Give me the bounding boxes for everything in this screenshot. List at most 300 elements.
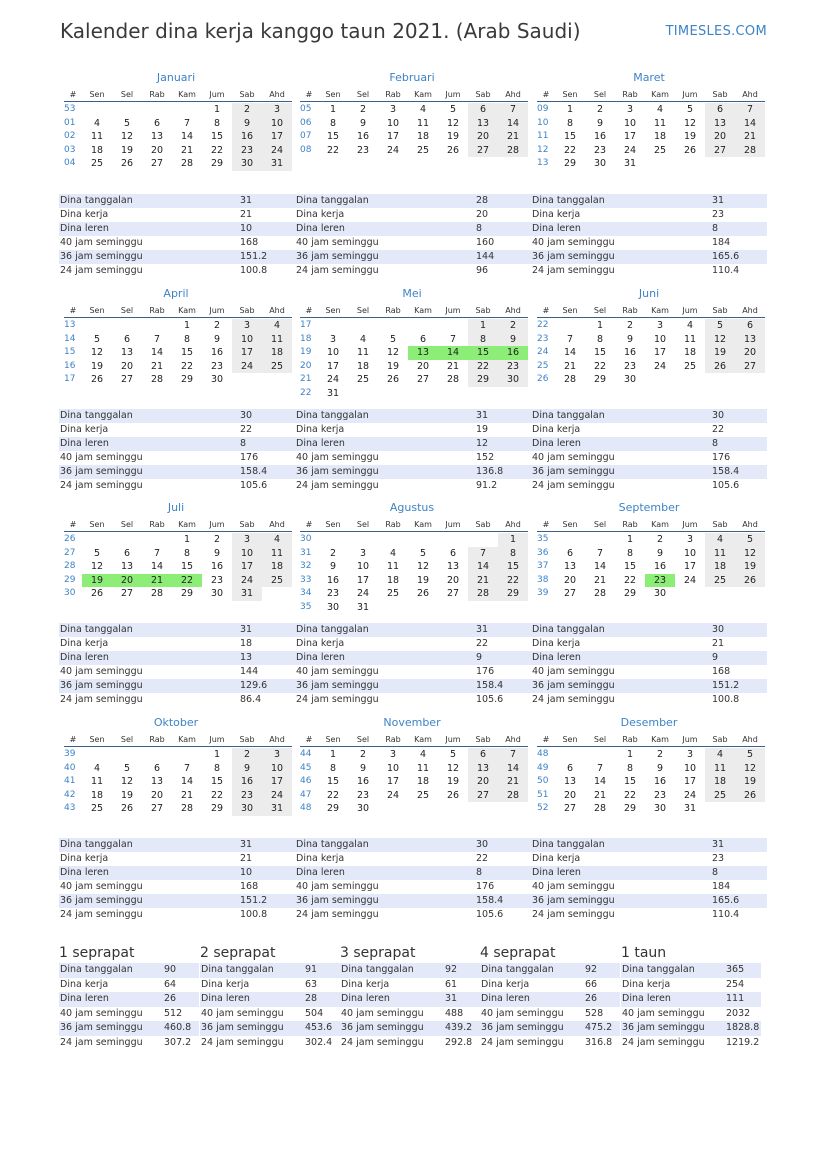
day-cell[interactable]: 12	[705, 333, 735, 347]
day-cell[interactable]: 12	[735, 762, 765, 776]
day-cell[interactable]: 21	[142, 574, 172, 588]
day-cell[interactable]: 12	[90, 347, 104, 358]
day-cell[interactable]: 24	[683, 789, 697, 801]
day-cell[interactable]: 28	[446, 374, 460, 385]
day-cell[interactable]: 30	[653, 803, 667, 814]
day-cell[interactable]: 9	[359, 117, 367, 129]
day-cell[interactable]: 15	[326, 776, 340, 787]
day-cell[interactable]: 31	[356, 601, 370, 613]
day-cell[interactable]: 7	[735, 103, 765, 117]
day-cell[interactable]: 9	[329, 561, 337, 572]
day-cell[interactable]: 14	[593, 776, 607, 787]
day-cell[interactable]: 2	[656, 534, 664, 545]
day-cell[interactable]: 1	[183, 534, 191, 545]
day-cell[interactable]: 9	[213, 547, 221, 559]
day-cell[interactable]: 7	[449, 333, 457, 345]
day-cell[interactable]: 29	[563, 158, 577, 169]
day-cell[interactable]: 8	[213, 762, 221, 774]
day-cell[interactable]: 1	[626, 534, 634, 545]
day-cell[interactable]: 4	[419, 749, 427, 760]
day-cell[interactable]: 13	[120, 347, 134, 358]
day-cell[interactable]: 2	[359, 104, 367, 115]
day-cell[interactable]: 23	[326, 588, 340, 599]
day-cell[interactable]: 7	[498, 103, 528, 117]
day-cell[interactable]: 21	[498, 775, 528, 789]
day-cell[interactable]: 31	[623, 158, 637, 169]
day-cell[interactable]: 21	[468, 574, 498, 588]
day-cell[interactable]: 4	[93, 762, 101, 774]
day-cell[interactable]: 1	[183, 320, 191, 331]
day-cell[interactable]: 25	[416, 789, 430, 801]
day-cell[interactable]: 17	[232, 560, 262, 574]
day-cell[interactable]: 26	[90, 588, 104, 599]
day-cell[interactable]: 18	[416, 131, 430, 142]
day-cell[interactable]: 22	[623, 574, 637, 586]
day-cell[interactable]: 15	[210, 131, 224, 142]
day-cell[interactable]: 18	[262, 560, 292, 574]
day-cell[interactable]: 4	[93, 117, 101, 129]
day-cell[interactable]: 21	[180, 144, 194, 156]
day-cell[interactable]: 10	[623, 117, 637, 129]
day-cell[interactable]: 24	[386, 144, 400, 156]
day-cell[interactable]: 10	[326, 347, 340, 358]
day-cell[interactable]: 7	[566, 333, 574, 345]
day-cell[interactable]: 17	[683, 776, 697, 787]
day-cell[interactable]: 19	[705, 346, 735, 360]
day-cell[interactable]: 22	[593, 360, 607, 372]
day-cell[interactable]: 29	[623, 588, 637, 599]
day-cell[interactable]: 5	[735, 748, 765, 762]
day-cell[interactable]: 28	[735, 144, 765, 158]
day-cell[interactable]: 19	[82, 574, 112, 588]
day-cell[interactable]: 3	[359, 547, 367, 559]
day-cell[interactable]: 31	[262, 157, 292, 171]
day-cell[interactable]: 4	[262, 533, 292, 547]
day-cell[interactable]: 18	[653, 131, 667, 142]
day-cell[interactable]: 13	[408, 346, 438, 360]
day-cell[interactable]: 17	[386, 776, 400, 787]
day-cell[interactable]: 2	[656, 749, 664, 760]
day-cell[interactable]: 3	[686, 749, 694, 760]
day-cell[interactable]: 24	[356, 588, 370, 599]
day-cell[interactable]: 16	[356, 131, 370, 142]
day-cell[interactable]: 14	[180, 131, 194, 142]
day-cell[interactable]: 11	[262, 547, 292, 561]
day-cell[interactable]: 18	[90, 144, 104, 156]
day-cell[interactable]: 18	[90, 789, 104, 801]
day-cell[interactable]: 28	[563, 374, 577, 385]
day-cell[interactable]: 13	[735, 333, 765, 347]
day-cell[interactable]: 11	[416, 117, 430, 129]
day-cell[interactable]: 2	[626, 320, 634, 331]
day-cell[interactable]: 4	[656, 104, 664, 115]
day-cell[interactable]: 31	[683, 803, 697, 814]
day-cell[interactable]: 11	[90, 776, 104, 787]
day-cell[interactable]: 30	[210, 588, 224, 599]
day-cell[interactable]: 16	[653, 561, 667, 572]
day-cell[interactable]: 2	[498, 319, 528, 333]
day-cell[interactable]: 23	[210, 360, 224, 372]
day-cell[interactable]: 22	[326, 789, 340, 801]
day-cell[interactable]: 13	[468, 117, 498, 131]
day-cell[interactable]: 29	[593, 374, 607, 385]
day-cell[interactable]: 23	[653, 789, 667, 801]
day-cell[interactable]: 16	[593, 131, 607, 142]
day-cell[interactable]: 27	[120, 374, 134, 385]
day-cell[interactable]: 19	[735, 775, 765, 789]
day-cell[interactable]: 1	[329, 749, 337, 760]
day-cell[interactable]: 22	[172, 574, 202, 588]
day-cell[interactable]: 2	[359, 749, 367, 760]
day-cell[interactable]: 17	[232, 346, 262, 360]
day-cell[interactable]: 19	[120, 144, 134, 156]
day-cell[interactable]: 26	[735, 574, 765, 588]
day-cell[interactable]: 20	[563, 574, 577, 586]
day-cell[interactable]: 25	[705, 574, 735, 588]
day-cell[interactable]: 13	[120, 561, 134, 572]
day-cell[interactable]: 25	[683, 360, 697, 372]
day-cell[interactable]: 18	[262, 346, 292, 360]
day-cell[interactable]: 17	[356, 574, 370, 586]
day-cell[interactable]: 8	[596, 333, 604, 345]
day-cell[interactable]: 26	[705, 360, 735, 374]
day-cell[interactable]: 6	[153, 762, 161, 774]
day-cell[interactable]: 21	[498, 130, 528, 144]
day-cell[interactable]: 23	[498, 360, 528, 374]
day-cell[interactable]: 14	[180, 776, 194, 787]
day-cell[interactable]: 27	[150, 803, 164, 814]
day-cell[interactable]: 13	[705, 117, 735, 131]
day-cell[interactable]: 15	[623, 561, 637, 572]
day-cell[interactable]: 8	[626, 547, 634, 559]
day-cell[interactable]: 6	[449, 547, 457, 559]
day-cell[interactable]: 1	[329, 104, 337, 115]
day-cell[interactable]: 17	[683, 561, 697, 572]
day-cell[interactable]: 28	[150, 374, 164, 385]
day-cell[interactable]: 26	[446, 789, 460, 801]
day-cell[interactable]: 28	[180, 158, 194, 169]
day-cell[interactable]: 11	[653, 117, 667, 129]
day-cell[interactable]: 12	[120, 131, 134, 142]
day-cell[interactable]: 17	[262, 775, 292, 789]
day-cell[interactable]: 3	[262, 748, 292, 762]
day-cell[interactable]: 18	[416, 776, 430, 787]
day-cell[interactable]: 1	[566, 104, 574, 115]
day-cell[interactable]: 27	[563, 588, 577, 599]
day-cell[interactable]: 21	[593, 789, 607, 801]
brand-link[interactable]: TIMESLES.COM	[665, 24, 767, 39]
day-cell[interactable]: 25	[90, 803, 104, 814]
day-cell[interactable]: 30	[232, 157, 262, 171]
day-cell[interactable]: 15	[498, 560, 528, 574]
day-cell[interactable]: 5	[93, 333, 101, 345]
day-cell[interactable]: 12	[416, 561, 430, 572]
day-cell[interactable]: 6	[705, 103, 735, 117]
day-cell[interactable]: 5	[449, 104, 457, 115]
day-cell[interactable]: 22	[468, 360, 498, 374]
day-cell[interactable]: 4	[705, 533, 735, 547]
day-cell[interactable]: 13	[563, 776, 577, 787]
day-cell[interactable]: 2	[232, 103, 262, 117]
day-cell[interactable]: 30	[326, 601, 340, 613]
day-cell[interactable]: 23	[356, 789, 370, 801]
day-cell[interactable]: 16	[498, 346, 528, 360]
day-cell[interactable]: 23	[232, 789, 262, 803]
day-cell[interactable]: 16	[356, 776, 370, 787]
day-cell[interactable]: 6	[123, 333, 131, 345]
day-cell[interactable]: 9	[626, 333, 634, 345]
day-cell[interactable]: 13	[563, 561, 577, 572]
day-cell[interactable]: 29	[326, 803, 340, 814]
day-cell[interactable]: 27	[705, 144, 735, 158]
day-cell[interactable]: 17	[623, 131, 637, 142]
day-cell[interactable]: 10	[683, 762, 697, 774]
day-cell[interactable]: 8	[468, 333, 498, 347]
day-cell[interactable]: 28	[468, 587, 498, 601]
day-cell[interactable]: 7	[596, 547, 604, 559]
day-cell[interactable]: 12	[446, 117, 460, 129]
day-cell[interactable]: 17	[262, 130, 292, 144]
day-cell[interactable]: 30	[623, 374, 637, 385]
day-cell[interactable]: 10	[683, 547, 697, 559]
day-cell[interactable]: 29	[468, 373, 498, 387]
day-cell[interactable]: 11	[90, 131, 104, 142]
day-cell[interactable]: 7	[153, 547, 161, 559]
day-cell[interactable]: 7	[153, 333, 161, 345]
day-cell[interactable]: 7	[183, 117, 191, 129]
day-cell[interactable]: 2	[213, 320, 221, 331]
day-cell[interactable]: 4	[419, 104, 427, 115]
day-cell[interactable]: 5	[449, 749, 457, 760]
day-cell[interactable]: 2	[329, 547, 337, 559]
day-cell[interactable]: 15	[593, 347, 607, 358]
day-cell[interactable]: 15	[180, 561, 194, 572]
day-cell[interactable]: 24	[232, 574, 262, 588]
day-cell[interactable]: 6	[419, 333, 427, 345]
day-cell[interactable]: 2	[596, 104, 604, 115]
day-cell[interactable]: 19	[683, 131, 697, 142]
day-cell[interactable]: 27	[563, 803, 577, 814]
day-cell[interactable]: 4	[359, 333, 367, 345]
day-cell[interactable]: 10	[386, 117, 400, 129]
day-cell[interactable]: 1	[498, 533, 528, 547]
day-cell[interactable]: 3	[686, 534, 694, 545]
day-cell[interactable]: 29	[210, 803, 224, 814]
day-cell[interactable]: 30	[653, 588, 667, 599]
day-cell[interactable]: 24	[262, 144, 292, 158]
day-cell[interactable]: 27	[120, 588, 134, 599]
day-cell[interactable]: 26	[120, 803, 134, 814]
day-cell[interactable]: 15	[563, 131, 577, 142]
day-cell[interactable]: 15	[210, 776, 224, 787]
day-cell[interactable]: 3	[389, 749, 397, 760]
day-cell[interactable]: 3	[389, 104, 397, 115]
day-cell[interactable]: 20	[120, 360, 134, 372]
day-cell[interactable]: 28	[593, 588, 607, 599]
day-cell[interactable]: 25	[416, 144, 430, 156]
day-cell[interactable]: 9	[656, 762, 664, 774]
day-cell[interactable]: 3	[232, 319, 262, 333]
day-cell[interactable]: 29	[623, 803, 637, 814]
day-cell[interactable]: 9	[596, 117, 604, 129]
day-cell[interactable]: 16	[210, 561, 224, 572]
day-cell[interactable]: 31	[232, 587, 262, 601]
day-cell[interactable]: 19	[446, 776, 460, 787]
day-cell[interactable]: 24	[262, 789, 292, 803]
day-cell[interactable]: 8	[566, 117, 574, 129]
day-cell[interactable]: 13	[150, 776, 164, 787]
day-cell[interactable]: 7	[468, 547, 498, 561]
day-cell[interactable]: 14	[498, 762, 528, 776]
day-cell[interactable]: 14	[150, 347, 164, 358]
day-cell[interactable]: 20	[416, 360, 430, 372]
day-cell[interactable]: 16	[232, 775, 262, 789]
day-cell[interactable]: 21	[593, 574, 607, 586]
day-cell[interactable]: 20	[735, 346, 765, 360]
day-cell[interactable]: 11	[416, 762, 430, 774]
day-cell[interactable]: 11	[262, 333, 292, 347]
day-cell[interactable]: 13	[150, 131, 164, 142]
day-cell[interactable]: 10	[262, 762, 292, 776]
day-cell[interactable]: 12	[120, 776, 134, 787]
day-cell[interactable]: 5	[123, 117, 131, 129]
day-cell[interactable]: 1	[468, 319, 498, 333]
day-cell[interactable]: 12	[386, 347, 400, 358]
day-cell[interactable]: 17	[386, 131, 400, 142]
day-cell[interactable]: 8	[626, 762, 634, 774]
day-cell[interactable]: 1	[213, 749, 221, 760]
day-cell[interactable]: 28	[498, 789, 528, 803]
day-cell[interactable]: 28	[150, 588, 164, 599]
day-cell[interactable]: 9	[232, 117, 262, 131]
day-cell[interactable]: 21	[563, 360, 577, 372]
day-cell[interactable]: 10	[386, 762, 400, 774]
day-cell[interactable]: 29	[498, 587, 528, 601]
day-cell[interactable]: 24	[232, 360, 262, 374]
day-cell[interactable]: 11	[705, 547, 735, 561]
day-cell[interactable]: 8	[213, 117, 221, 129]
day-cell[interactable]: 20	[468, 775, 498, 789]
day-cell[interactable]: 11	[386, 561, 400, 572]
day-cell[interactable]: 22	[210, 789, 224, 801]
day-cell[interactable]: 6	[566, 547, 574, 559]
day-cell[interactable]: 5	[93, 547, 101, 559]
day-cell[interactable]: 20	[112, 574, 142, 588]
day-cell[interactable]: 19	[416, 574, 430, 586]
day-cell[interactable]: 22	[210, 144, 224, 156]
day-cell[interactable]: 28	[180, 803, 194, 814]
day-cell[interactable]: 29	[180, 588, 194, 599]
day-cell[interactable]: 26	[735, 789, 765, 803]
day-cell[interactable]: 19	[120, 789, 134, 801]
day-cell[interactable]: 4	[705, 748, 735, 762]
day-cell[interactable]: 16	[623, 347, 637, 358]
day-cell[interactable]: 9	[232, 762, 262, 776]
day-cell[interactable]: 24	[326, 374, 340, 385]
day-cell[interactable]: 26	[386, 374, 400, 385]
day-cell[interactable]: 22	[623, 789, 637, 801]
day-cell[interactable]: 6	[153, 117, 161, 129]
day-cell[interactable]: 11	[683, 333, 697, 345]
day-cell[interactable]: 17	[326, 360, 340, 372]
day-cell[interactable]: 11	[705, 762, 735, 776]
day-cell[interactable]: 5	[705, 319, 735, 333]
day-cell[interactable]: 12	[683, 117, 697, 129]
day-cell[interactable]: 10	[356, 561, 370, 572]
day-cell[interactable]: 8	[329, 117, 337, 129]
day-cell[interactable]: 1	[626, 749, 634, 760]
day-cell[interactable]: 27	[468, 144, 498, 158]
day-cell[interactable]: 1	[213, 104, 221, 115]
day-cell[interactable]: 10	[232, 547, 262, 561]
day-cell[interactable]: 7	[596, 762, 604, 774]
day-cell[interactable]: 5	[735, 533, 765, 547]
day-cell[interactable]: 10	[262, 117, 292, 131]
day-cell[interactable]: 23	[645, 574, 675, 588]
day-cell[interactable]: 19	[386, 360, 400, 372]
day-cell[interactable]: 5	[123, 762, 131, 774]
day-cell[interactable]: 20	[150, 144, 164, 156]
day-cell[interactable]: 14	[438, 346, 468, 360]
day-cell[interactable]: 17	[653, 347, 667, 358]
day-cell[interactable]: 30	[498, 373, 528, 387]
day-cell[interactable]: 20	[150, 789, 164, 801]
day-cell[interactable]: 2	[213, 534, 221, 545]
day-cell[interactable]: 1	[596, 320, 604, 331]
day-cell[interactable]: 25	[705, 789, 735, 803]
day-cell[interactable]: 28	[593, 803, 607, 814]
day-cell[interactable]: 18	[705, 775, 735, 789]
day-cell[interactable]: 21	[150, 360, 164, 372]
day-cell[interactable]: 23	[623, 360, 637, 372]
day-cell[interactable]: 26	[683, 144, 697, 156]
day-cell[interactable]: 16	[232, 130, 262, 144]
day-cell[interactable]: 23	[593, 144, 607, 156]
day-cell[interactable]: 21	[180, 789, 194, 801]
day-cell[interactable]: 25	[356, 374, 370, 385]
day-cell[interactable]: 30	[210, 374, 224, 385]
day-cell[interactable]: 14	[468, 560, 498, 574]
day-cell[interactable]: 10	[653, 333, 667, 345]
day-cell[interactable]: 19	[735, 560, 765, 574]
day-cell[interactable]: 18	[386, 574, 400, 586]
day-cell[interactable]: 11	[356, 347, 370, 358]
day-cell[interactable]: 14	[735, 117, 765, 131]
day-cell[interactable]: 22	[326, 144, 340, 156]
day-cell[interactable]: 7	[498, 748, 528, 762]
day-cell[interactable]: 27	[468, 789, 498, 803]
day-cell[interactable]: 26	[416, 588, 430, 599]
day-cell[interactable]: 6	[566, 762, 574, 774]
day-cell[interactable]: 13	[446, 561, 460, 572]
day-cell[interactable]: 27	[735, 360, 765, 374]
day-cell[interactable]: 14	[593, 561, 607, 572]
day-cell[interactable]: 20	[563, 789, 577, 801]
day-cell[interactable]: 20	[468, 130, 498, 144]
day-cell[interactable]: 6	[468, 103, 498, 117]
day-cell[interactable]: 20	[446, 574, 460, 586]
day-cell[interactable]: 13	[468, 762, 498, 776]
day-cell[interactable]: 15	[468, 346, 498, 360]
day-cell[interactable]: 25	[262, 360, 292, 374]
day-cell[interactable]: 5	[686, 104, 694, 115]
day-cell[interactable]: 30	[593, 158, 607, 169]
day-cell[interactable]: 23	[210, 574, 224, 586]
day-cell[interactable]: 2	[232, 748, 262, 762]
day-cell[interactable]: 4	[686, 320, 694, 331]
day-cell[interactable]: 6	[735, 319, 765, 333]
day-cell[interactable]: 23	[356, 144, 370, 156]
